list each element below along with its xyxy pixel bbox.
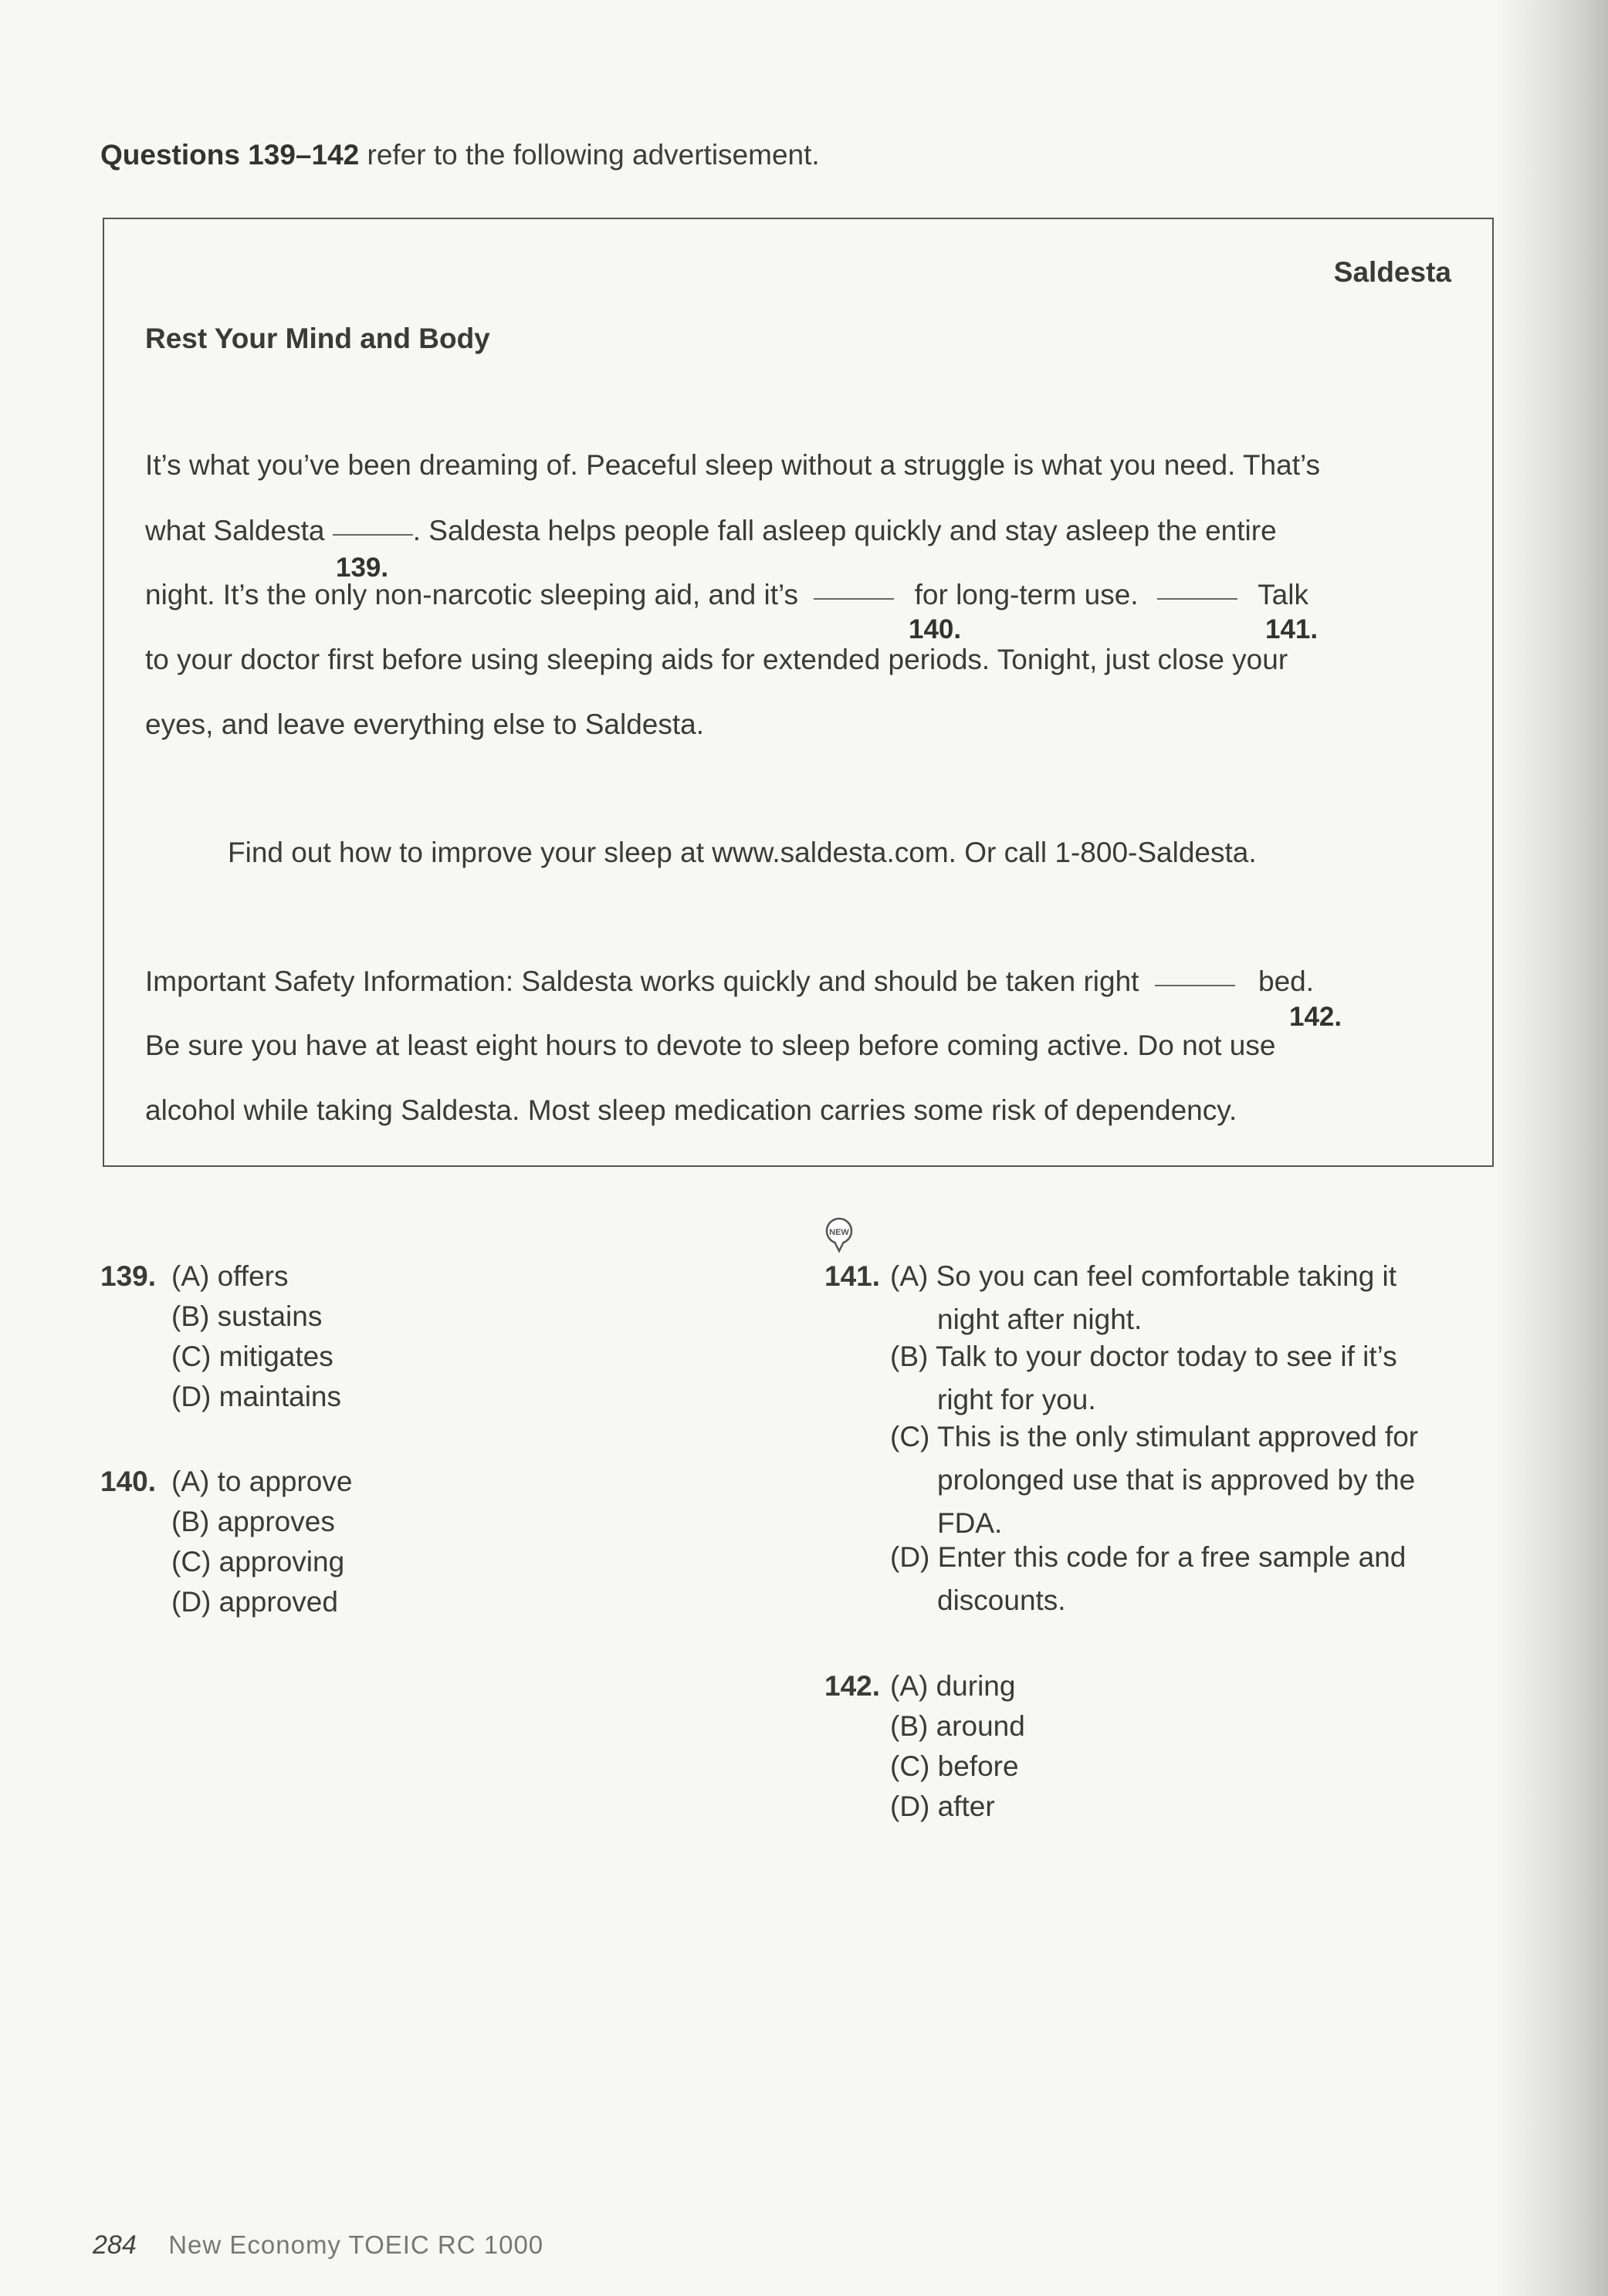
blank-label-142: 142.	[1289, 1002, 1342, 1032]
option-140-b[interactable]: (B) approves	[171, 1506, 335, 1537]
book-spine-shadow	[1492, 0, 1608, 2296]
safety-line-1: Important Safety Information: Saldesta works quickly and should be taken right bed.	[145, 965, 1315, 997]
blank-139	[333, 534, 413, 536]
blank-142	[1155, 985, 1235, 986]
new-badge-label: NEW	[829, 1228, 849, 1237]
advertisement-box	[103, 218, 1494, 1167]
blank-label-140: 140.	[909, 614, 962, 644]
ad-line-2: what Saldesta . Saldesta helps people fall asleep quickly and stay asleep the entire	[145, 515, 1277, 546]
question-range: Questions 139–142	[100, 139, 360, 171]
new-badge-icon	[824, 1217, 855, 1256]
ad-headline: Rest Your Mind and Body	[145, 323, 490, 354]
option-140-a[interactable]: (A) to approve	[171, 1466, 353, 1497]
passage-intro: Questions 139–142 refer to the following advertisement.	[100, 139, 820, 171]
question-142: 142. (A) during (B) around (C) before (D) after	[824, 1670, 1025, 1822]
page-number: 284	[93, 2230, 137, 2260]
option-142-b[interactable]: (B) around	[890, 1710, 1025, 1742]
blank-label-139: 139.	[336, 553, 389, 583]
option-142-a[interactable]: (A) during	[890, 1670, 1016, 1702]
ad-line-4: to your doctor first before using sleeping aids for extended periods. Tonight, just close your	[145, 644, 1288, 675]
option-140-d[interactable]: (D) approved	[171, 1586, 338, 1618]
question-141: 141. (A) So you can feel comfortable taking it night after night. (B) Talk to your doctor today to see if it’s right for you. (C) This is the only stimulant approved for prolonged use that is approved by the FDA. (D) Enter this code for a free sample and discounts.	[824, 1260, 1419, 1616]
question-140: 140. (A) to approve (B) approves (C) approving (D) approved	[100, 1466, 353, 1618]
ad-line-5: eyes, and leave everything else to Saldesta.	[145, 708, 705, 740]
option-142-c[interactable]: (C) before	[890, 1750, 1019, 1782]
blank-label-141: 141.	[1265, 614, 1319, 644]
safety-line-2: Be sure you have at least eight hours to devote to sleep before coming active. Do not use	[145, 1030, 1276, 1061]
blank-140	[814, 598, 894, 600]
option-139-d[interactable]: (D) maintains	[171, 1381, 342, 1412]
option-139-a[interactable]: (A) offers	[171, 1260, 289, 1292]
option-139-b[interactable]: (B) sustains	[171, 1300, 323, 1332]
blank-141	[1157, 598, 1237, 600]
safety-line-3: alcohol while taking Saldesta. Most sleep medication carries some risk of dependency.	[145, 1094, 1237, 1126]
page-footer	[93, 2230, 543, 2260]
option-142-d[interactable]: (D) after	[890, 1790, 995, 1822]
option-141-b[interactable]: (B) Talk to your doctor today to see if it’s right for you.	[890, 1341, 1397, 1415]
option-141-a[interactable]: (A) So you can feel comfortable taking it night after night.	[890, 1260, 1397, 1335]
ad-line-1: It’s what you’ve been dreaming of. Peaceful sleep without a struggle is what you need. That’s	[145, 449, 1321, 481]
option-141-c[interactable]: (C) This is the only stimulant approved for prolonged use that is approved by the FDA.	[890, 1421, 1419, 1539]
brand-name: Saldesta	[1333, 256, 1451, 288]
ad-line-3: night. It’s the only non-narcotic sleeping aid, and it’s for long-term use. Talk	[145, 579, 1308, 610]
option-140-c[interactable]: (C) approving	[171, 1546, 345, 1577]
option-141-d[interactable]: (D) Enter this code for a free sample and discounts.	[890, 1541, 1407, 1616]
book-title: New Economy TOEIC RC 1000	[168, 2230, 544, 2259]
option-139-c[interactable]: (C) mitigates	[171, 1341, 333, 1372]
contact-info: Find out how to improve your sleep at www.saldesta.com. Or call 1-800-Saldesta.	[228, 837, 1257, 868]
question-139: 139. (A) offers (B) sustains (C) mitigates (D) maintains	[100, 1260, 342, 1412]
